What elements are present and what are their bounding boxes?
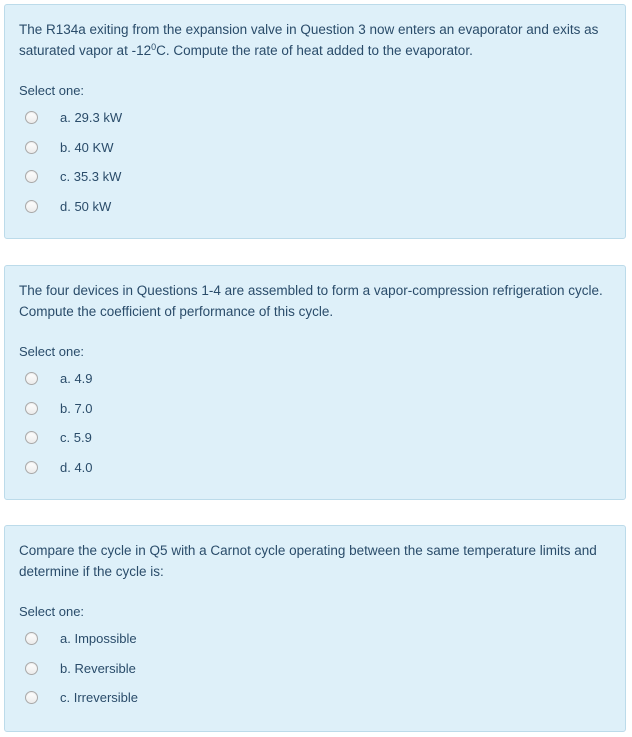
answer-option-a[interactable] xyxy=(19,364,611,394)
select-one-prompt: Select one: xyxy=(19,604,85,619)
answer-option-c[interactable] xyxy=(19,683,611,713)
radio-button[interactable] xyxy=(25,170,38,183)
answer-option-b[interactable] xyxy=(19,654,611,684)
radio-button[interactable] xyxy=(25,691,38,704)
answer-label: a. 4.9 xyxy=(60,371,93,387)
answer-label: c. 35.3 kW xyxy=(60,169,122,185)
select-one-prompt: Select one: xyxy=(19,344,85,359)
answer-label: c. 5.9 xyxy=(60,430,92,446)
radio-button[interactable] xyxy=(25,200,38,213)
radio-button[interactable] xyxy=(25,402,38,415)
answer-label: b. Reversible xyxy=(60,660,136,676)
answer-label: d. 4.0 xyxy=(60,459,93,475)
radio-button[interactable] xyxy=(25,632,38,645)
question-card-3 xyxy=(4,525,626,732)
answer-label: c. Irreversible xyxy=(60,690,139,706)
radio-button[interactable] xyxy=(25,662,38,675)
answer-option-b[interactable] xyxy=(19,394,611,424)
answer-options xyxy=(19,103,611,221)
select-one-prompt: Select one: xyxy=(19,83,85,98)
superscript-degree: 0 xyxy=(151,42,157,52)
answer-label: a. Impossible xyxy=(60,631,137,647)
question-card-2 xyxy=(4,265,626,500)
answer-option-a[interactable] xyxy=(19,624,611,654)
answer-label: d. 50 kW xyxy=(60,198,112,214)
answer-label: b. 7.0 xyxy=(60,400,93,416)
answer-option-c[interactable] xyxy=(19,162,611,192)
question-card-1 xyxy=(4,4,626,239)
radio-button[interactable] xyxy=(25,111,38,124)
question-text: The four devices in Questions 1-4 are assembled to form a vapor-compression refrigeration cycle. Compute the coefficient of performance of this cycle. xyxy=(19,283,603,319)
answer-option-d[interactable] xyxy=(19,453,611,483)
radio-button[interactable] xyxy=(25,431,38,444)
answer-options xyxy=(19,364,611,482)
answer-option-a[interactable] xyxy=(19,103,611,133)
answer-label: a. 29.3 kW xyxy=(60,110,123,126)
answer-label: b. 40 KW xyxy=(60,139,114,155)
radio-button[interactable] xyxy=(25,141,38,154)
answer-option-d[interactable] xyxy=(19,192,611,222)
radio-button[interactable] xyxy=(25,372,38,385)
answer-options xyxy=(19,624,611,713)
question-text: The R134a exiting from the expansion valve in Question 3 now enters an evaporator and exits as saturated vapor at $-12^0C$. Compute the rate of heat added to the evaporator. xyxy=(19,22,599,58)
answer-option-b[interactable] xyxy=(19,133,611,163)
question-text: Compare the cycle in Q5 with a Carnot cycle operating between the same temperature limits and determine if the cycle is: xyxy=(19,543,597,579)
radio-button[interactable] xyxy=(25,461,38,474)
answer-option-c[interactable] xyxy=(19,423,611,453)
